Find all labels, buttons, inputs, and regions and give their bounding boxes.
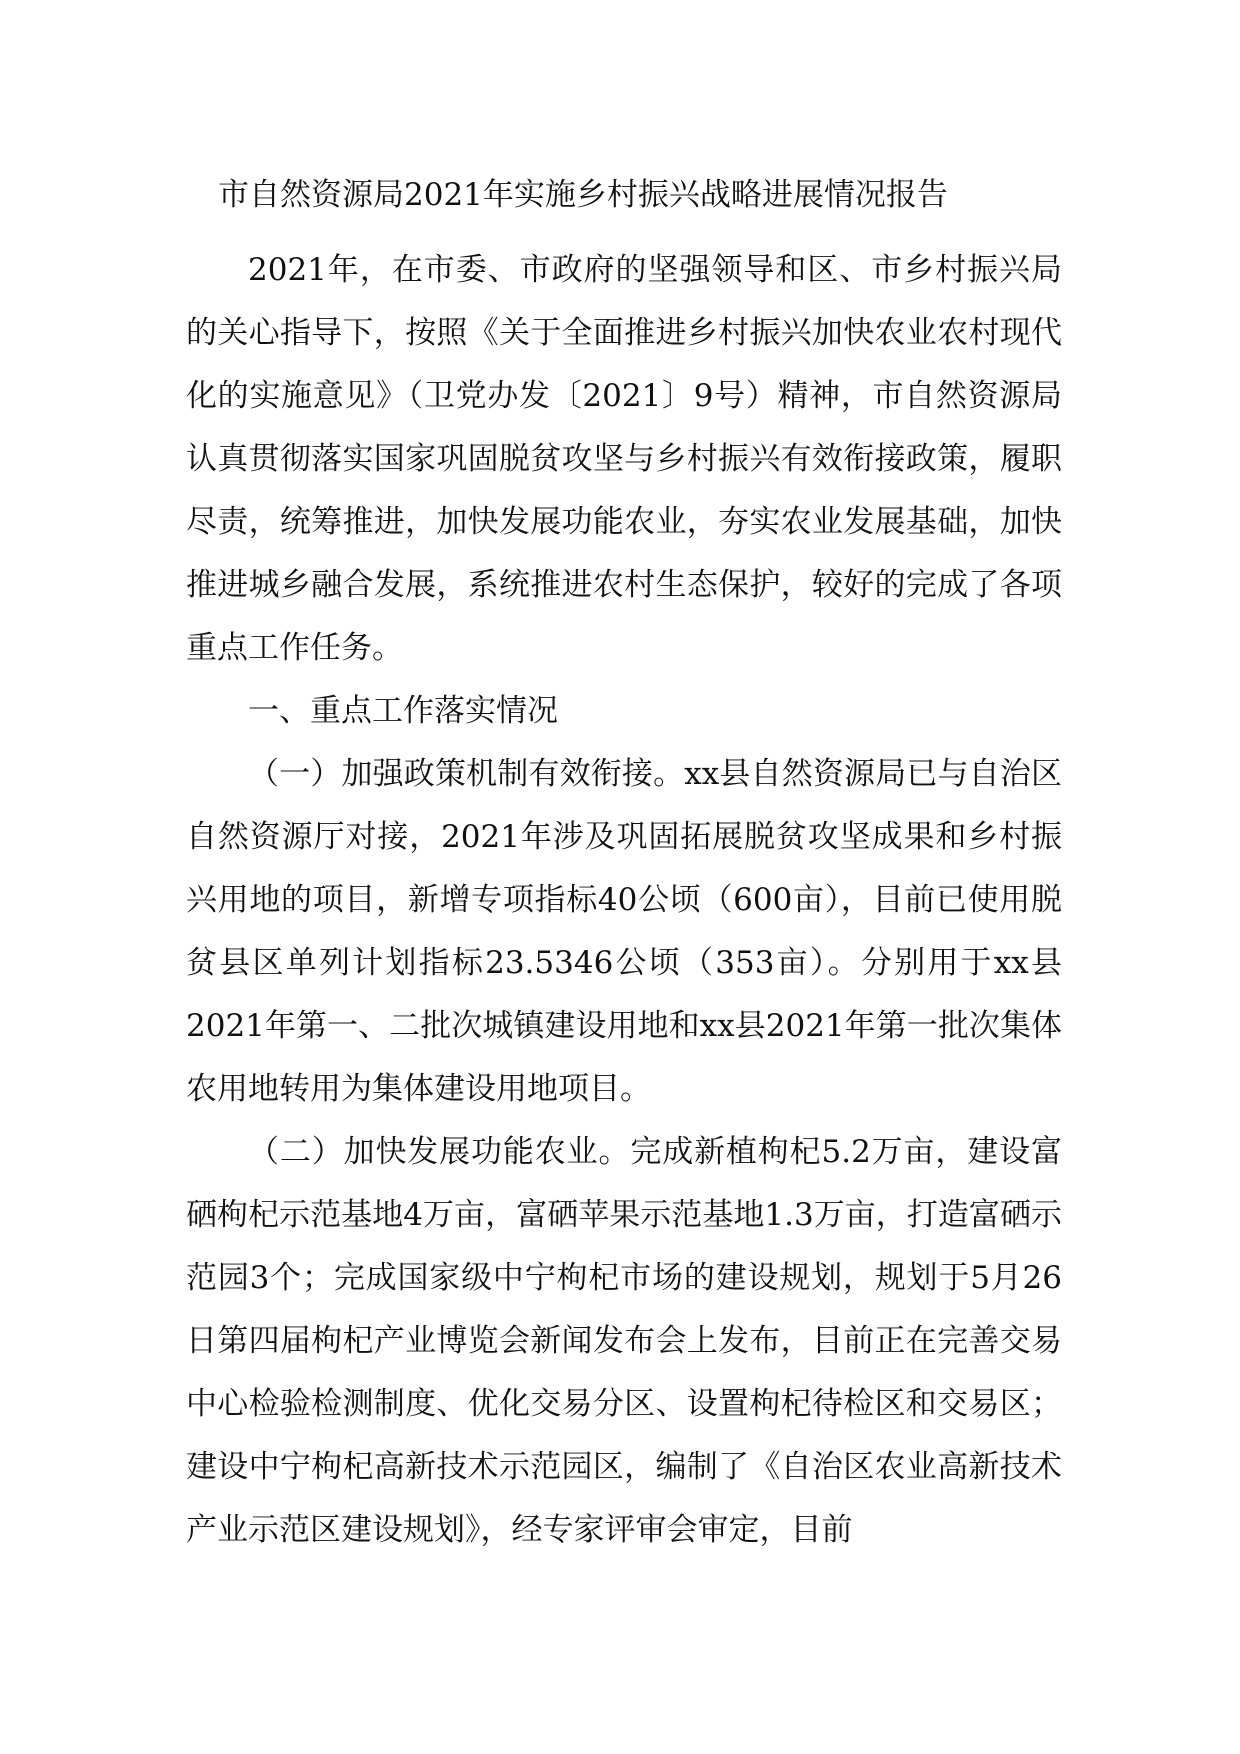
- paragraph-functional-agriculture: （二）加快发展功能农业。完成新植枸杞5.2万亩，建设富硒枸杞示范基地4万亩，富硒苹果示范基地1.3万亩，打造富硒示范园3个；完成国家级中宁枸杞市场的建设规划，规划于5月26日第四届枸杞产业博览会新闻发布会上发布，目前正在完善交易中心检验检测制度、优化交易分区、设置枸杞待检区和交易区；建设中宁枸杞高新技术示范园区，编制了《自治区农业高新技术产业示范区建设规划》，经专家评审会审定，目前: [186, 1134, 1062, 1548]
- document-body: [186, 239, 1062, 1562]
- document-title: 市自然资源局2021年实施乡村振兴战略进展情况报告: [218, 177, 948, 213]
- paragraph-policy-mechanism: （一）加强政策机制有效衔接。xx县自然资源局已与自治区自然资源厅对接，2021年涉及巩固拓展脱贫攻坚成果和乡村振兴用地的项目，新增专项指标40公顷（600亩），目前已使用脱贫县区单列计划指标23.5346公顷（353亩）。分别用于xx县2021年第一、二批次城镇建设用地和xx县2021年第一批次集体农用地转用为集体建设用地项目。: [186, 756, 1062, 1107]
- paragraph-intro: 2021年，在市委、市政府的坚强领导和区、市乡村振兴局的关心指导下，按照《关于全面推进乡村振兴加快农业农村现代化的实施意见》（卫党办发〔2021〕9号）精神，市自然资源局认真贯彻落实国家巩固脱贫攻坚与乡村振兴有效衔接政策，履职尽责，统筹推进，加快发展功能农业，夯实农业发展基础，加快推进城乡融合发展，系统推进农村生态保护，较好的完成了各项重点工作任务。: [186, 252, 1062, 666]
- section-heading: 一、重点工作落实情况: [248, 693, 558, 729]
